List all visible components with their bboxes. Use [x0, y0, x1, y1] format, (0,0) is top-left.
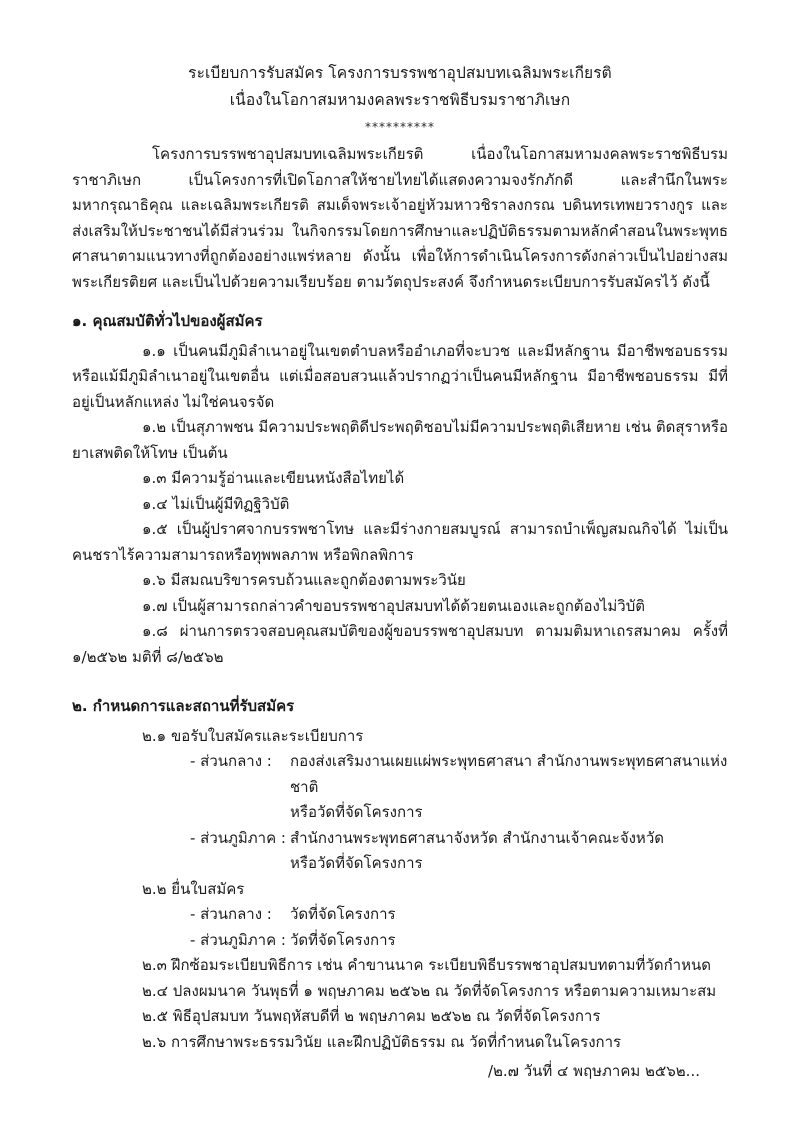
schedule-item-2-6: ๒.๖ การศึกษาพระธรรมวินัย และฝึกปฏิบัติธรรม ณ วัดที่กำหนดในโครงการ [142, 1032, 622, 1051]
document-title-line-1: ระเบียบการรับสมัคร โครงการบรรพชาอุปสมบทเฉลิมพระเกียรติ [188, 64, 612, 82]
schedule-2-1-row-regional-label: - ส่วนภูมิภาค : [190, 828, 286, 847]
schedule-2-2-row-regional-label: - ส่วนภูมิภาค : [190, 930, 286, 949]
schedule-2-2-row-central [72, 902, 728, 928]
schedule-2-2-row-central-value [290, 902, 728, 928]
document-title [72, 60, 728, 114]
schedule-2-1-regional-line-2: หรือวัดที่จัดโครงการ [290, 854, 423, 872]
schedule-2-2-central-line-1: วัดที่จัดโครงการ [290, 905, 396, 923]
qualification-item-1-1: ๑.๑ เป็นคนมีภูมิลำเนาอยู่ในเขตตำบลหรืออำเภอที่จะบวช และมีหลักฐาน มีอาชีพชอบธรรม หรือแม้มีภูมิลำเนาอยู่ในเขตอื่น แต่เมื่อสอบสวนแล้วปรากฏว่าเป็นคนมีหลักฐาน มีอาชีพชอบธรรม มีที่อยู่เป็นหลักแหล่ง ไม่ใช่คนจรจัด [72, 341, 728, 411]
schedule-2-1-central-line-1: กองส่งเสริมงานเผยแผ่พระพุทธศาสนา สำนักงานพระพุทธศาสนาแห่งชาติ [290, 752, 728, 796]
schedule-item-2-2-label: ๒.๒ ยื่นใบสมัคร [142, 879, 245, 898]
qualification-item-1-3: ๑.๓ มีความรู้อ่านและเขียนหนังสือไทยได้ [142, 469, 405, 487]
schedule-item-2-5: ๒.๕ พิธีอุปสมบท วันพฤหัสบดีที่ ๒ พฤษภาคม ๒๕๖๒ ณ วัดที่จัดโครงการ [142, 1007, 601, 1025]
schedule-2-1-row-regional-value [290, 826, 728, 877]
schedule-2-1-central-line-2: หรือวัดที่จัดโครงการ [290, 803, 423, 821]
schedule-item-2-4: ๒.๔ ปลงผมนาค วันพุธที่ ๑ พฤษภาคม ๒๕๖๒ ณ วัดที่จัดโครงการ หรือตามความเหมาะสม [142, 981, 717, 1000]
schedule-2-1-row-central-value [290, 749, 728, 826]
qualification-item-1-8: ๑.๘ ผ่านการตรวจสอบคุณสมบัติของผู้ขอบรรพชาอุปสมบท ตามมติมหาเถรสมาคม ครั้งที่ ๑/๒๕๖๒ มติที่ ๘/๒๕๖๒ [72, 622, 728, 666]
schedule-2-2-row-regional-value [290, 928, 728, 954]
schedule-2-1-row-regional [72, 826, 728, 877]
section-heading-qualifications: ๑. คุณสมบัติทั่วไปของผู้สมัคร [72, 312, 263, 330]
qualification-item-1-7: ๑.๗ เป็นผู้สามารถกล่าวคำขอบรรพชาอุปสมบทได้ด้วยตนเองและถูกต้องไม่วิบัติ [142, 596, 645, 615]
qualification-item-1-4: ๑.๔ ไม่เป็นผู้มีทิฏฐิวิบัติ [142, 494, 290, 513]
page-continuation-note: /๒.๗ วันที่ ๔ พฤษภาคม ๒๕๖๒... [487, 1062, 700, 1080]
document-title-line-2: เนื่องในโอกาสมหามงคลพระราชพิธีบรมราชาภิเษก [229, 91, 571, 109]
schedule-2-2-row-central-label: - ส่วนกลาง : [190, 905, 272, 923]
schedule-item-2-3: ๒.๓ ฝึกซ้อมระเบียบพิธีการ เช่น คำขานนาค ระเบียบพิธีบรรพชาอุปสมบทตามที่วัดกำหนด [142, 956, 711, 974]
section-gap [72, 670, 728, 684]
section-heading-schedule: ๒. กำหนดการและสถานที่รับสมัคร [72, 697, 295, 715]
schedule-item-2-1-label: ๒.๑ ขอรับใบสมัครและระเบียบการ [142, 726, 364, 745]
schedule-2-1-regional-line-1: สำนักงานพระพุทธศาสนาจังหวัด สำนักงานเจ้าคณะจังหวัด [290, 828, 664, 847]
qualification-item-1-2: ๑.๒ เป็นสุภาพชน มีความประพฤติดีประพฤติชอบไม่มีความประพฤติเสียหาย เช่น ติดสุราหรือยาเสพติดให้โทษ เป็นต้น [72, 418, 728, 462]
intro-paragraph: โครงการบรรพชาอุปสมบทเฉลิมพระเกียรติ เนื่องในโอกาสมหามงคลพระราชพิธีบรมราชาภิเษก เป็นโครงการที่เปิดโอกาสให้ชายไทยได้แสดงความจงรักภักดี และสำนึกในพระมหากรุณาธิคุณ และเฉลิมพระเกียรติ สมเด็จพระเจ้าอยู่หัวมหาวชิราลงกรณ บดินทรเทพยวรางกูร และส่งเสริมให้ประชาชนได้มีส่วนร่วม ในกิจกรรมโดยการศึกษาและปฏิบัติธรรมตามหลักคำสอนในพระพุทธศาสนาตามแนวทางที่ถูกต้องอย่างแพร่หลาย ดังนั้น เพื่อให้การดำเนินโครงการดังกล่าวเป็นไปอย่างสมพระเกียรติยศ และเป็นไปด้วยความเรียบร้อย ตามวัตถุประสงค์ จึงกำหนดระเบียบการรับสมัครไว้ ดังนี้ [72, 145, 728, 291]
title-separator: ********** [365, 120, 435, 134]
schedule-2-2-regional-line-1: วัดที่จัดโครงการ [290, 930, 396, 949]
qualification-item-1-6: ๑.๖ มีสมณบริขารครบถ้วนและถูกต้องตามพระวินัย [142, 571, 466, 589]
qualification-item-1-5: ๑.๕ เป็นผู้ปราศจากบรรพชาโทษ และมีร่างกายสมบูรณ์ สามารถบำเพ็ญสมณกิจได้ ไม่เป็นคนชราไร้ความสามารถหรือทุพพลภาพ หรือพิกลพิการ [72, 520, 728, 564]
schedule-2-1-row-central [72, 749, 728, 826]
schedule-2-2-row-regional [72, 928, 728, 954]
schedule-2-1-row-central-label: - ส่วนกลาง : [190, 752, 272, 770]
